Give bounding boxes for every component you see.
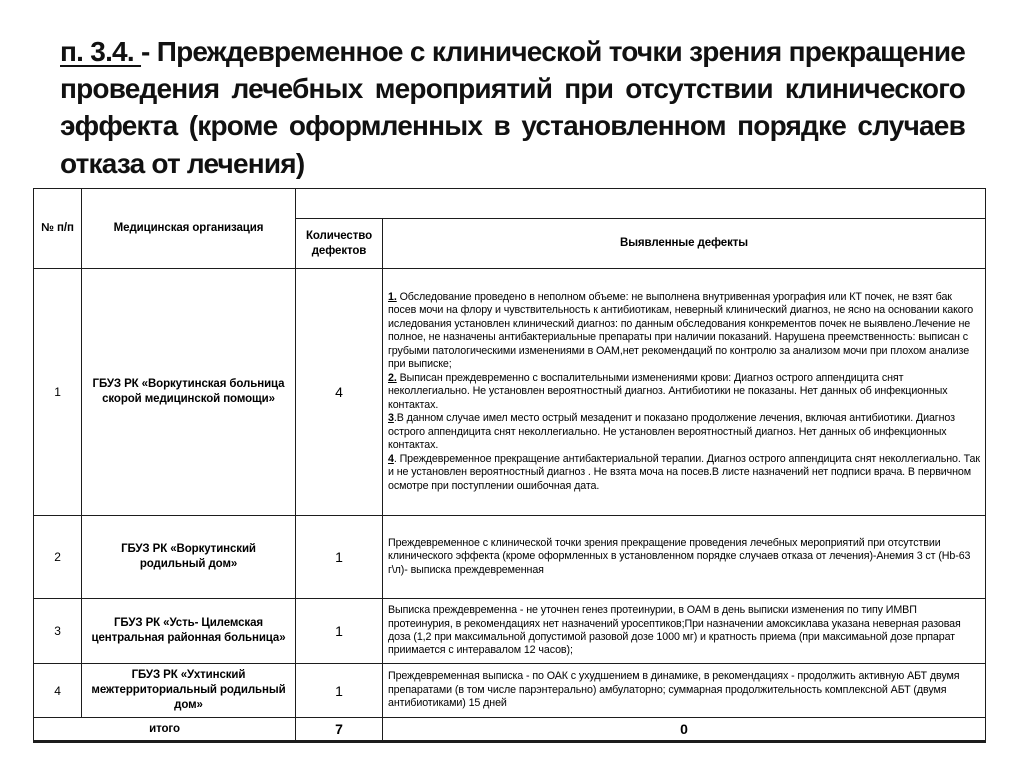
defect-count-cell: 4 [296, 269, 383, 516]
header-num: № п/п [34, 189, 82, 269]
defect-item-text: Выписан преждевременно с воспалительными изменениями крови: Диагноз острого аппендицита снят неколлегиально. Не установлен вероятностный диагноз. Антибиотики не показаны. Нет данных об инфекционных контактах. [388, 371, 948, 411]
defect-item [388, 291, 980, 372]
organization-cell: ГБУЗ РК «Усть- Цилемская центральная районная больница» [82, 599, 296, 664]
table-row [34, 599, 986, 664]
defect-count-cell: 1 [296, 516, 383, 599]
defect-item-marker: 2. [388, 371, 397, 384]
total-row [34, 718, 986, 742]
organization-cell: ГБУЗ РК «Воркутинская больница скорой медицинской помощи» [82, 269, 296, 516]
header-spacer-cell [296, 189, 986, 219]
header-defects: Выявленные дефекты [383, 219, 986, 269]
defect-item [388, 412, 980, 452]
defect-item [388, 453, 980, 493]
row-number-cell: 4 [34, 664, 82, 718]
defects-cell: Преждевременная выписка - по ОАК с ухудшением в динамике, в рекомендациях - продолжить активную АБТ двумя препаратами (в том числе парэнтерально) амбулаторно; суммарная продолжительность комплексной АБТ (двумя антибиотиками) 15 дней [383, 664, 986, 718]
row-number-cell: 3 [34, 599, 82, 664]
total-label-cell: итого [34, 718, 296, 742]
row-number-cell: 2 [34, 516, 82, 599]
defect-item-marker: 3 [388, 412, 394, 425]
defect-item-text: Обследование проведено в неполном объеме: не выполнена внутривенная урография или КТ почек, не взят бак посев мочи на флору и чувствительность к антибиотикам, неверный клинический диагноз, не ясно на основании какого иследования установлен клинический диагноз: по данным обследования конкрементов почек не выявлено.Лечение не полное, не назначены антибактериальные препараты при наличии показаний. Нарушена преемственность: выписан с грубыми патологическими изменениями в ОАМ,нет рекомендаций по контролю за анализом мочи при плохом анализе при выписке; [388, 290, 974, 371]
table-row [34, 664, 986, 718]
defect-count-cell: 1 [296, 599, 383, 664]
defects-cell [383, 269, 986, 516]
header-count: Количество дефектов [296, 219, 383, 269]
slide-title [60, 33, 965, 182]
title-text: - Преждевременное с клинической точки зрения прекращение проведения лечебных мероприятий при отсутствии клинического эффекта (кроме оформленных в установленном порядке случаев отказа от лечения) [60, 36, 966, 179]
defects-cell: Выписка преждевременна - не уточнен генез протеинурии, в ОАМ в день выписки изменения по типу ИМВП протеинурия, в рекомендациях нет назначений уросептиков;При назначении амоксиклава указана неверная разовая доза (1,2 при максимальной допустимой разовой дозе 1000 мг) и кратность приема (при максимаьной дозе прпарат приимается с интеравалом 12 часов); [383, 599, 986, 664]
header-org: Медицинская организация [82, 189, 296, 269]
defects-cell: Преждевременное с клинической точки зрения прекращение проведения лечебных мероприятий при отсутствии клинического эффекта (кроме оформленных в установленном порядке случаев отказа от лечения)-Анемия 3 ст (Hb-63 г\л)- выписка преждевременная [383, 516, 986, 599]
defect-item [388, 372, 980, 412]
defect-item-marker: 1. [388, 290, 397, 303]
title-number: п. 3.4. [60, 36, 142, 67]
defect-count-cell: 1 [296, 664, 383, 718]
total-defects-cell: 0 [383, 718, 986, 742]
defect-item-text: .В данном случае имел место острый мезаденит и показано продолжение лечения, включая антибиотики. Диагноз острого аппендицита снят неколлегиально. Не установлен вероятностный диагноз. Нет данных об инфекционных контактах. [388, 412, 955, 452]
table-header [34, 189, 986, 269]
defects-table [33, 188, 986, 743]
organization-cell: ГБУЗ РК «Ухтинский межтерриториальный родильный дом» [82, 664, 296, 718]
defect-item-marker: 4 [388, 452, 394, 465]
table-row [34, 269, 986, 516]
table-row [34, 516, 986, 599]
total-count-cell: 7 [296, 718, 383, 742]
row-number-cell: 1 [34, 269, 82, 516]
defect-item-text: . Преждевременное прекращение антибактериальной терапии. Диагноз острого аппендицита снят неколлегиально. Так и не установлен вероятностный диагноз . Не взята моча на посев.В листе назначений нет подписи врача. В первичном осмотре при поступлении ошибочная дата. [388, 452, 980, 492]
organization-cell: ГБУЗ РК «Воркутинский родильный дом» [82, 516, 296, 599]
